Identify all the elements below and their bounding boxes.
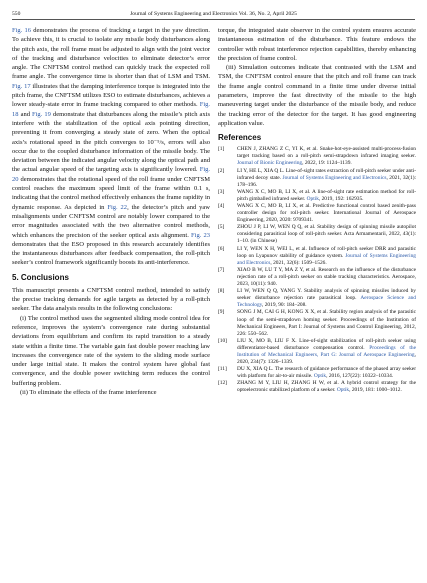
reference-text: CHEN J, ZHANG Z C, YI K, et al. Snake-hot-eye-assisted multi-process-fusion target tracking based on a roll-pitch semi-strapdown infrared imaging seeker. <box>237 146 416 160</box>
right-column <box>218 26 416 395</box>
reference-text: ZHOU J P, LI W, WEN Q Q, et al. Stability design of spinning missile autopilot considering parasitical loop of roll-pitch seeker. Acta Armamentarii, 2022, 43(1): 1–10. (in Chinese) <box>237 224 416 245</box>
reference-link[interactable]: Proceedings of the Institution of Mechanical Engineers, Part G: Journal of Aerospace Engineering <box>237 344 416 358</box>
reference-link[interactable]: Journal of Bionic Engineering <box>237 160 303 167</box>
conclusions-heading: 5. Conclusions <box>12 272 69 282</box>
reference-number: [8] <box>218 288 225 295</box>
conclusions-intro-paragraph: This manuscript presents a CNFTSM control method, intended to satisfy the precise tracking demands for agile targets as detected by a roll-pitch seeker. The data analysis results in the following conclusions: <box>12 286 210 313</box>
reference-number: [1] <box>218 146 225 153</box>
reference-text: SONG J M, CAI G H, KONG X X, et al. Stability region analysis of the parasitic loop of the semi-strapdown homing seeker. Proceedings of the Institution of Mechanical Engineers, Part I: Journal of Systems and Control Engineering, 2012, 226: 550–562. <box>237 309 416 337</box>
reference-text: LI Y, WEN X H, WEI L, et al. Influence of roll-pitch seeker DRR and parasitic loop on Lyapunov stability of guidance system. <box>237 245 416 259</box>
reference-text: , 2019, 181: 1000–1012. <box>349 387 402 394</box>
reference-entry <box>218 146 416 167</box>
reference-text: , 2020, 234(7): 1326–1339. <box>237 351 416 366</box>
reference-text: LIU X, MO B, LIU F X. Line-of-sight stabilization of roll-pitch seeker using differentiator-based disturbance compensation control. <box>237 337 416 351</box>
reference-text: , 2021, 32(6): 1509–1526. <box>270 259 327 266</box>
reference-link[interactable]: Aerospace Science and Technology <box>237 295 416 309</box>
reference-number: [12] <box>218 380 227 387</box>
reference-entry <box>218 380 416 394</box>
left-column <box>12 26 210 397</box>
reference-number: [3] <box>218 188 225 195</box>
reference-text: , 2019, 90: 184–208. <box>262 302 307 309</box>
paragraph-text: demonstrates the process of tracking a target in the yaw direction. To achieve this, it is crucial to isolate any missile body disturbances along the pitch axis, the roll frame must be adjusted to align with the joint vector of the tracking and disturbance velocities to eliminate detector’s error angle. The CNFTSM control method can quickly track the expected roll frame angle. The convergence time is shorter than that of LSM and TSM. <box>12 27 211 81</box>
results-paragraph <box>12 26 210 268</box>
figure-link[interactable]: Fig. 20 <box>12 166 210 183</box>
conclusion-item-3: (iii) Simulation outcomes indicate that contrasted with the LSM and TSM, the CNFTSM control ensure that the pitch and roll frame can track the frame angle control command in a finite time under diverse initial parameters, improve the fast directivity of the missile to the high maneuvering target under the disturbance of the missile body, and reduce the tracking error of the detector for the target. It has good engineering application value. <box>218 64 416 127</box>
reference-entry <box>218 309 416 337</box>
conclusion-item-2-continued: torque, the integrated state observer in the control system ensures accurate instantaneous estimation of the disturbance. This feature endows the controller with robust interference rejection capabilities, thereby enhancing the precision of frame control. <box>218 27 416 62</box>
reference-text: LI W, WEN Q Q, YANG Y. Stability analysis of spinning missiles induced by seeker disturbance rejection rate parasitical loop. <box>237 288 416 302</box>
figure-link[interactable]: Fig. 22 <box>107 203 128 211</box>
reference-number: [7] <box>218 266 225 273</box>
reference-text: LI Y, HE L, XIA Q L. Line-of-sight rates extraction of roll-pitch seeker under anti-infrared decoy state. <box>237 167 416 181</box>
reference-entry <box>218 203 416 224</box>
paragraph-text: demonstrates that the rotational speed of the roll frame under CNFTSM control reaches the maximum speed limit of the frame within 0.1 s, indicating that the control method effectively enhances the frame rapidity in dynamic response. As depicted in <box>12 175 210 211</box>
reference-entry <box>218 224 416 245</box>
reference-number: [11] <box>218 366 227 373</box>
reference-number: [10] <box>218 337 227 344</box>
reference-text: DU X, XIA Q L. The research of guidance performance of the phased array seeker with platform for air-to-air missile. <box>237 366 416 380</box>
running-header <box>12 9 415 20</box>
conclusion-item-2-start: (ii) To eliminate the effects of the frame interference <box>20 388 157 396</box>
reference-number: [5] <box>218 224 225 231</box>
reference-link[interactable]: Optik <box>313 373 327 380</box>
paragraph-text: , the detector’s pitch and yaw misalignments under CNFTSM control are notably lower compared to the error magnitudes associated with the two alternative control methods, which enhances the precision of the seeker optical axis alignment. <box>12 203 210 239</box>
reference-link[interactable]: Journal of Systems Engineering and Electronics <box>237 252 416 266</box>
reference-text: , 2022, 19: 1124–1139. <box>302 160 352 167</box>
paragraph-text: demonstrates that the ESO proposed in this research accurately identifies the instantaneous disturbances after feedback compensation, the roll-pitch seeker’s control framework significantly boosts its anti-interference. <box>12 240 210 267</box>
reference-text: , 2021, 32(1): 178–196. <box>237 174 416 188</box>
reference-number: [6] <box>218 245 225 252</box>
figure-link[interactable]: Fig. 18 <box>12 101 210 118</box>
reference-number: [4] <box>218 203 225 210</box>
conclusion-item-1: (i) The control method uses the segmented sliding mode control idea for reference, improves the system’s convergence rate during substantial deviations from equilibrium and confirm its rapid transition to a steady state within a finite time. The variable gain fast double power reaching law increases the convergence rate of the system to the sliding mode surface under large initial state. It makes the control system have global fast convergence, and the double power switching term reduces the control buffering problem. <box>12 314 210 387</box>
reference-text: ZHANG M Y, LIU H, ZHANG H W, et al. A hybrid control strategy for the optoelectronic stabilized platform of a seeker. <box>237 380 416 394</box>
reference-number: [2] <box>218 167 225 174</box>
reference-entry <box>218 168 416 189</box>
reference-text: XIAO B W, LU T Y, MA Z Y, et al. Research on the influence of the disturbance rejection rate of a roll-pitch seeker on stable tracking characteristics. Aerospace, 2023, 10(11): 940. <box>237 266 416 288</box>
reference-link[interactable]: Optik <box>336 387 350 394</box>
figure-link[interactable]: Fig. 19 <box>32 110 51 118</box>
reference-entry <box>218 288 416 309</box>
paragraph-text: illustrates that the damping interference torque is integrated into the pitch frame, the CNFTSM utilizes ESO to estimate disturbances, achieves a lower steady-state error in frame tracking compared to other methods. <box>12 82 210 109</box>
reference-list <box>218 146 416 394</box>
reference-text: , 2019, 192: 162935. <box>318 195 364 202</box>
reference-link[interactable]: Optik <box>306 195 319 202</box>
page-number: 550 <box>12 11 21 17</box>
figure-link[interactable]: Fig. 23 <box>191 231 211 239</box>
reference-entry <box>218 189 416 203</box>
reference-text: , 2016, 127(22): 10322–10334. <box>326 373 394 380</box>
reference-link[interactable]: Journal of Systems Engineering and Electronics <box>282 174 387 181</box>
reference-number: [9] <box>218 309 225 316</box>
reference-entry <box>218 246 416 267</box>
figure-link[interactable]: Fig. 17 <box>12 82 31 90</box>
reference-text: WANG X C, MO B, LI X, et al. Predictive functional control based zenith-pass controller design for roll-pitch seeker. International Journal of Aerospace Engineering, 2020, 2020: 9709341. <box>237 203 416 224</box>
paragraph-text: and <box>18 110 33 118</box>
references-heading: References <box>218 133 262 143</box>
figure-link[interactable]: Fig. 16 <box>12 27 32 34</box>
reference-entry <box>218 338 416 366</box>
reference-entry <box>218 267 416 288</box>
reference-entry <box>218 366 416 380</box>
journal-title: Journal of Systems Engineering and Electronics Vol. 36, No. 2, April 2025 <box>130 11 297 17</box>
paragraph-text: demonstrate that disturbances along the missile’s pitch axis interfere with the stabilization of the optical axis pointing direction, preventing it from converging a steady state of zero. When the optical axis’s rotational speed in the pitch converges to 10⁻⁵/s, errors will also occur due to the coupled disturbance information of the missile body. The deviation between the indicated angular velocity along the optical path and the actual angular speed of the targeting axis is significantly lowered. <box>12 110 211 174</box>
reference-text: WANG X C, MO B, LI X, et al. A line-of-sight rate estimation method for roll-pitch gimballed infrared seeker. <box>237 188 416 202</box>
